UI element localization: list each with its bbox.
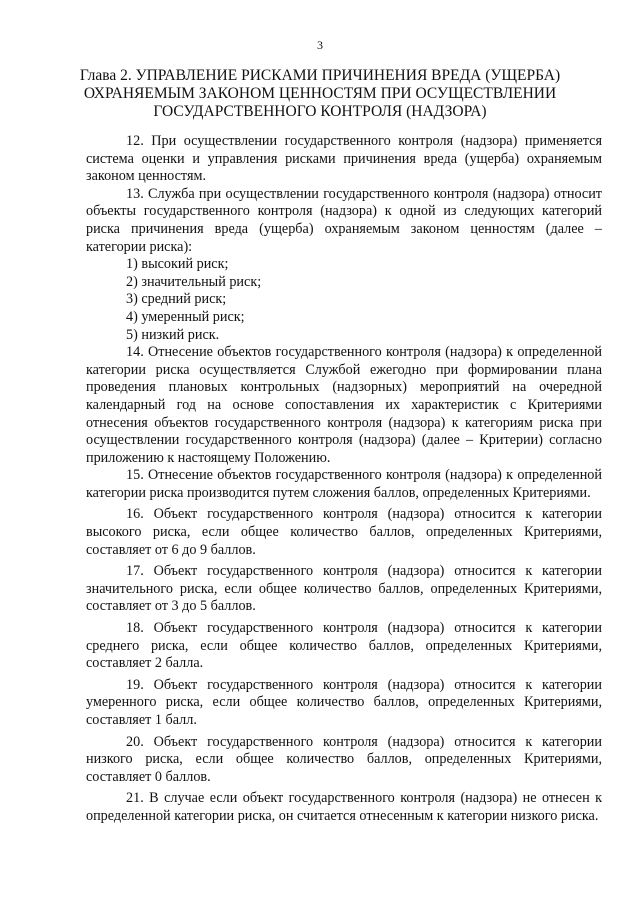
paragraph-21: 21. В случае если объект государственного контроля (надзора) не отнесен к определенной категории риска, он считается отнесенным к категории низкого риска. — [86, 790, 602, 824]
risk-list-item: 1) высокий риск; — [126, 256, 229, 273]
document-body — [86, 133, 602, 826]
paragraph-12: 12. При осуществлении государственного контроля (надзора) применяется система оценки и управления рисками причинения вреда (ущерба) охраняемым законом ценностям. — [86, 133, 602, 185]
paragraph-20: 20. Объект государственного контроля (надзора) относится к категории низкого риска, если общее количество баллов, определенных Критериями, составляет 0 баллов. — [86, 733, 602, 785]
risk-list-item: 2) значительный риск; — [126, 273, 262, 290]
chapter-title-line: Глава 2. УПРАВЛЕНИЕ РИСКАМИ ПРИЧИНЕНИЯ ВРЕДА (УЩЕРБА) — [79, 67, 561, 84]
risk-list-item: 5) низкий риск. — [126, 326, 220, 343]
paragraph-15: 15. Отнесение объектов государственного контроля (надзора) к определенной категории риска производится путем сложения баллов, определенных Критериями. — [86, 467, 602, 501]
risk-list-item: 4) умеренный риск; — [126, 308, 245, 325]
paragraph-17: 17. Объект государственного контроля (надзора) относится к категории значительного риска, если общее количество баллов, определенных Критериями, составляет от 3 до 5 баллов. — [86, 563, 602, 615]
risk-list-item: 3) средний риск; — [126, 291, 227, 308]
paragraph-13: 13. Служба при осуществлении государственного контроля (надзора) относит объекты государственного контроля (надзора) к одной из следующих категорий риска причинения вреда (ущерба) охраняемым законом ценностям (далее – категории риска): — [86, 185, 602, 255]
paragraph-18: 18. Объект государственного контроля (надзора) относится к категории среднего риска, если общее количество баллов, определенных Критериями, составляет 2 балла. — [86, 620, 602, 672]
paragraph-16: 16. Объект государственного контроля (надзора) относится к категории высокого риска, если общее количество баллов, определенных Критериями, составляет от 6 до 9 баллов. — [86, 506, 602, 558]
chapter-title-line: ОХРАНЯЕМЫМ ЗАКОНОМ ЦЕННОСТЯМ ПРИ ОСУЩЕСТВЛЕНИИ — [83, 85, 557, 102]
paragraph-19: 19. Объект государственного контроля (надзора) относится к категории умеренного риска, если общее количество баллов, определенных Критериями, составляет 1 балл. — [86, 676, 602, 728]
chapter-title — [60, 67, 580, 121]
paragraph-14: 14. Отнесение объектов государственного контроля (надзора) к определенной категории риска осуществляется Службой ежегодно при формировании плана проведения плановых контрольных (надзорных) мероприятий на очередной календарный год на основе сопоставления их характеристик с Критериями отнесения объектов государственного контроля (надзора) к категориям риска при осуществлении государственного контроля (надзора) (далее – Критерии) согласно приложению к настоящему Положению. — [86, 344, 602, 466]
chapter-title-line: ГОСУДАРСТВЕННОГО КОНТРОЛЯ (НАДЗОРА) — [153, 103, 487, 120]
page-number: 3 — [317, 38, 323, 52]
